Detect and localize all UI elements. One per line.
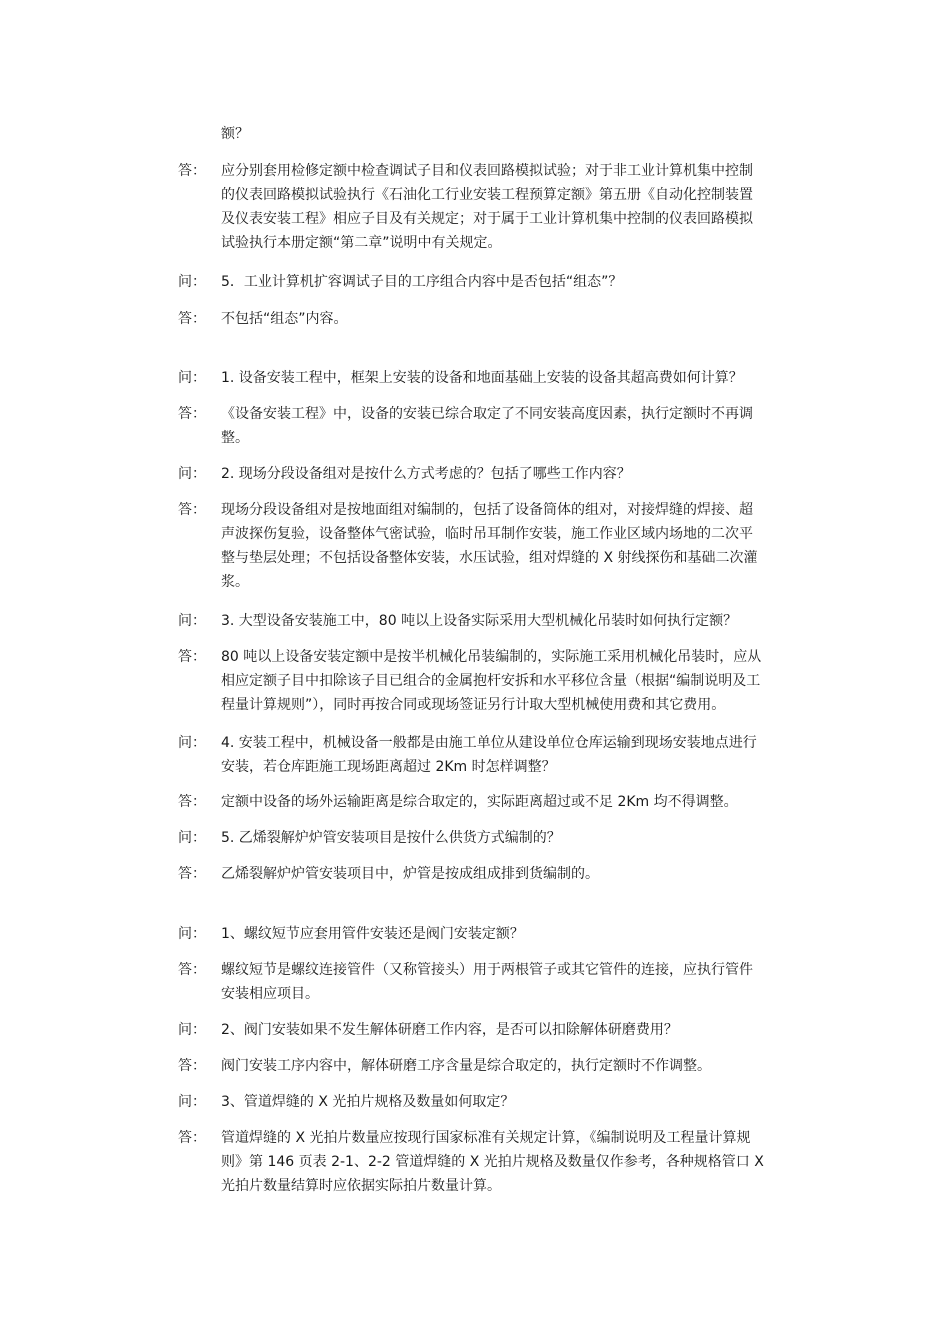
answer-label: 答： (178, 1058, 206, 1074)
text-line: 试验执行本册定额“第二章”说明中有关规定。 (221, 235, 502, 251)
answer-text (221, 1126, 776, 1198)
text-line: 不包括“组态”内容。 (221, 311, 348, 327)
question-label: 问： (178, 370, 206, 386)
text-line: 应分别套用检修定额中检查调试子目和仪表回路模拟试验；对于非工业计算机集中控制 (221, 163, 753, 179)
question-label: 问： (178, 466, 206, 482)
question-text (221, 609, 776, 633)
answer-label: 答： (178, 406, 206, 422)
answer-label: 答： (178, 1130, 206, 1146)
question-text (221, 1090, 776, 1114)
text-line: 3、管道焊缝的 X 光拍片规格及数量如何取定？ (221, 1094, 515, 1110)
question-label: 问： (178, 926, 206, 942)
text-line: 5. 乙烯裂解炉炉管安装项目是按什么供货方式编制的？ (221, 830, 561, 846)
text-line: 程量计算规则”），同时再按合同或现场签证另行计取大型机械使用费和其它费用。 (221, 697, 726, 713)
question-text (221, 922, 776, 946)
text-line: 3. 大型设备安装施工中，80 吨以上设备实际采用大型机械化吊装时如何执行定额？ (221, 613, 738, 629)
question-label: 问： (178, 274, 206, 290)
question-label: 问： (178, 1094, 206, 1110)
text-line: 80 吨以上设备安装定额中是按半机械化吊装编制的，实际施工采用机械化吊装时，应从 (221, 649, 762, 665)
entry-text (221, 122, 776, 146)
text-line: 阀门安装工序内容中，解体研磨工序含量是综合取定的，执行定额时不作调整。 (221, 1058, 711, 1074)
text-line: 《设备安装工程》中，设备的安装已综合取定了不同安装高度因素，执行定额时不再调 (221, 406, 753, 422)
answer-label: 答： (178, 866, 206, 882)
text-line: 的仪表回路模拟试验执行《石油化工行业安装工程预算定额》第五册《自动化控制装置 (221, 187, 753, 203)
text-line: 现场分段设备组对是按地面组对编制的，包括了设备筒体的组对，对接焊缝的焊接、超 (221, 502, 753, 518)
question-text (221, 462, 776, 486)
text-line: 安装，若仓库距施工现场距离超过 2Km 时怎样调整？ (221, 759, 556, 775)
text-line: 整。 (221, 430, 249, 446)
text-line: 1、螺纹短节应套用管件安装还是阀门安装定额？ (221, 926, 524, 942)
text-line: 光拍片数量结算时应依据实际拍片数量计算。 (221, 1178, 501, 1194)
text-line: 额？ (221, 126, 249, 142)
question-text (221, 270, 776, 294)
text-line: 浆。 (221, 574, 249, 590)
answer-label: 答： (178, 794, 206, 810)
answer-text (221, 307, 776, 331)
text-line: 螺纹短节是螺纹连接管件（又称管接头）用于两根管子或其它管件的连接，应执行管件 (221, 962, 753, 978)
answer-text (221, 790, 776, 814)
answer-text (221, 498, 776, 594)
text-line: 安装相应项目。 (221, 986, 319, 1002)
answer-text (221, 862, 776, 886)
question-text (221, 366, 776, 390)
question-label: 问： (178, 613, 206, 629)
question-text (221, 731, 776, 779)
text-line: 整与垫层处理；不包括设备整体安装，水压试验，组对焊缝的 X 射线探伤和基础二次灌 (221, 550, 758, 566)
text-line: 管道焊缝的 X 光拍片数量应按现行国家标准有关规定计算，《编制说明及工程量计算规 (221, 1130, 751, 1146)
text-line: 乙烯裂解炉炉管安装项目中，炉管是按成组成排到货编制的。 (221, 866, 599, 882)
question-text (221, 1018, 776, 1042)
answer-label: 答： (178, 649, 206, 665)
text-line: 4. 安装工程中，机械设备一般都是由施工单位从建设单位仓库运输到现场安装地点进行 (221, 735, 757, 751)
text-line: 相应定额子目中扣除该子目已组合的金属抱杆安拆和水平移位含量（根据“编制说明及工 (221, 673, 761, 689)
answer-label: 答： (178, 163, 206, 179)
answer-text (221, 402, 776, 450)
answer-text (221, 958, 776, 1006)
question-label: 问： (178, 735, 206, 751)
text-line: 2、阀门安装如果不发生解体研磨工作内容，是否可以扣除解体研磨费用？ (221, 1022, 678, 1038)
answer-text (221, 1054, 776, 1078)
text-line: 及仪表安装工程》相应子目及有关规定；对于属于工业计算机集中控制的仪表回路模拟 (221, 211, 753, 227)
question-label: 问： (178, 1022, 206, 1038)
answer-label: 答： (178, 502, 206, 518)
text-line: 声波探伤复验，设备整体气密试验，临时吊耳制作安装，施工作业区域内场地的二次平 (221, 526, 753, 542)
text-line: 定额中设备的场外运输距离是综合取定的，实际距离超过或不足 2Km 均不得调整。 (221, 794, 738, 810)
question-text (221, 826, 776, 850)
answer-text (221, 159, 776, 255)
text-line: 2. 现场分段设备组对是按什么方式考虑的？包括了哪些工作内容？ (221, 466, 631, 482)
question-label: 问： (178, 830, 206, 846)
text-line: 5．工业计算机扩容调试子目的工序组合内容中是否包括“组态”？ (221, 274, 623, 290)
answer-label: 答： (178, 311, 206, 327)
answer-text (221, 645, 776, 717)
text-line: 1. 设备安装工程中，框架上安装的设备和地面基础上安装的设备其超高费如何计算？ (221, 370, 743, 386)
text-line: 则》第 146 页表 2-1、2-2 管道焊缝的 X 光拍片规格及数量仅作参考，各种规格管口 X (221, 1154, 764, 1170)
answer-label: 答： (178, 962, 206, 978)
